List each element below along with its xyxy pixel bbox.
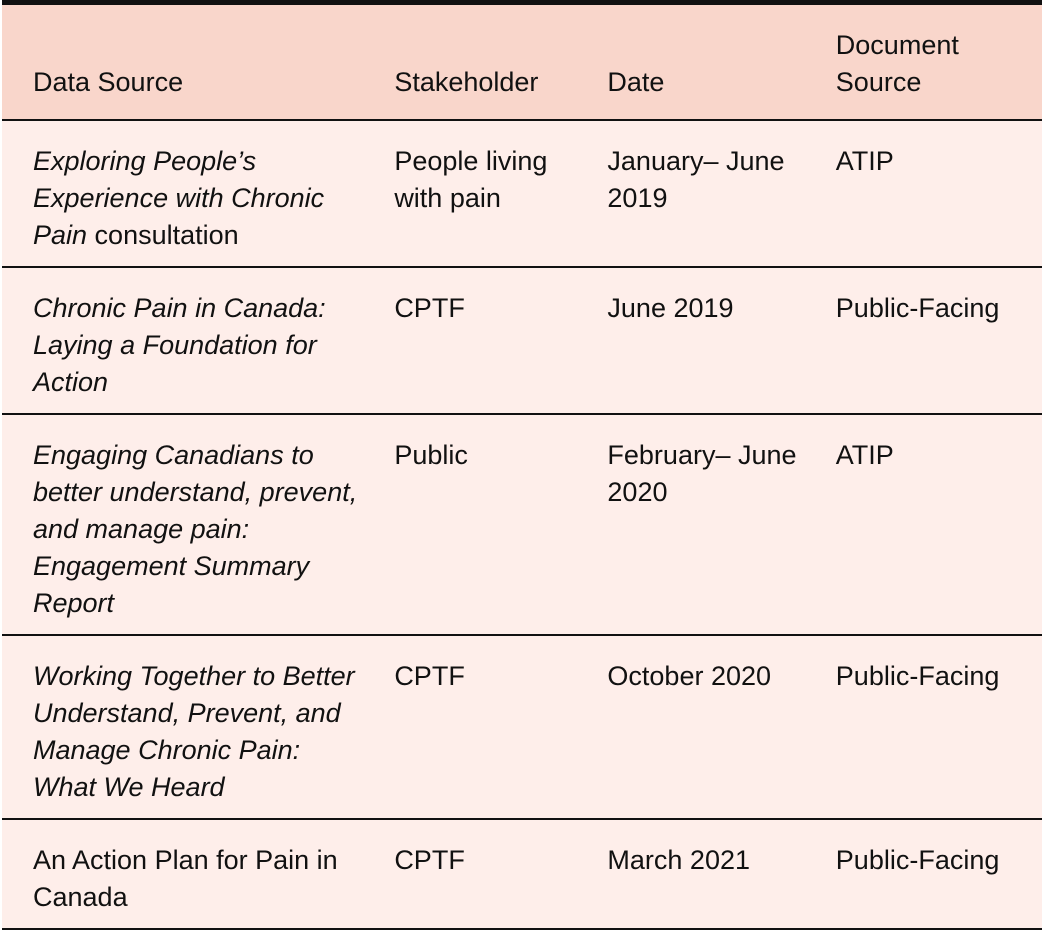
cell-data-source (2, 819, 382, 929)
cell-data-source (2, 120, 382, 267)
cell-title-italic: Exploring People’s Experience with Chronic Pain (33, 146, 325, 250)
cell-title-italic: Working Together to Better Understand, Prevent, and Manage Chronic Pain: What We Heard (33, 661, 355, 802)
cell-document-source: Public-Facing (835, 845, 1000, 875)
cell-document-source: Public-Facing (835, 661, 1000, 691)
table-row (2, 414, 1042, 635)
table-row (2, 267, 1042, 414)
cell-stakeholder: CPTF (394, 661, 465, 691)
data-sources-table (2, 0, 1042, 930)
header-document-source: Document Source (824, 3, 1042, 121)
cell-document-source: Public-Facing (835, 293, 1000, 323)
header-stakeholder: Stakeholder (382, 3, 595, 121)
table-row (2, 819, 1042, 929)
cell-document-source: ATIP (835, 440, 894, 470)
cell-data-source (2, 414, 382, 635)
cell-date: February– June 2020 (607, 440, 797, 507)
cell-stakeholder: People living with pain (394, 146, 548, 213)
table-row (2, 120, 1042, 267)
table-body (2, 120, 1042, 929)
cell-data-source (2, 267, 382, 414)
cell-date: October 2020 (607, 661, 772, 691)
cell-data-source (2, 635, 382, 819)
header-data-source: Data Source (2, 3, 382, 121)
cell-title-suffix: consultation (87, 220, 239, 250)
cell-title-suffix: An Action Plan for Pain in Canada (33, 845, 338, 912)
header-row (2, 3, 1042, 121)
cell-date: March 2021 (607, 845, 750, 875)
cell-title-italic: Chronic Pain in Canada: Laying a Foundation for Action (33, 293, 326, 397)
cell-date: June 2019 (607, 293, 734, 323)
cell-stakeholder: CPTF (394, 293, 465, 323)
cell-title-italic: Engaging Canadians to better understand, prevent, and manage pain: Engagement Summary Report (33, 440, 358, 618)
cell-date: January– June 2019 (607, 146, 785, 213)
cell-stakeholder: CPTF (394, 845, 465, 875)
header-date: Date (595, 3, 823, 121)
table-header (2, 3, 1042, 121)
cell-document-source: ATIP (835, 146, 894, 176)
table-row (2, 635, 1042, 819)
cell-stakeholder: Public (394, 440, 468, 470)
